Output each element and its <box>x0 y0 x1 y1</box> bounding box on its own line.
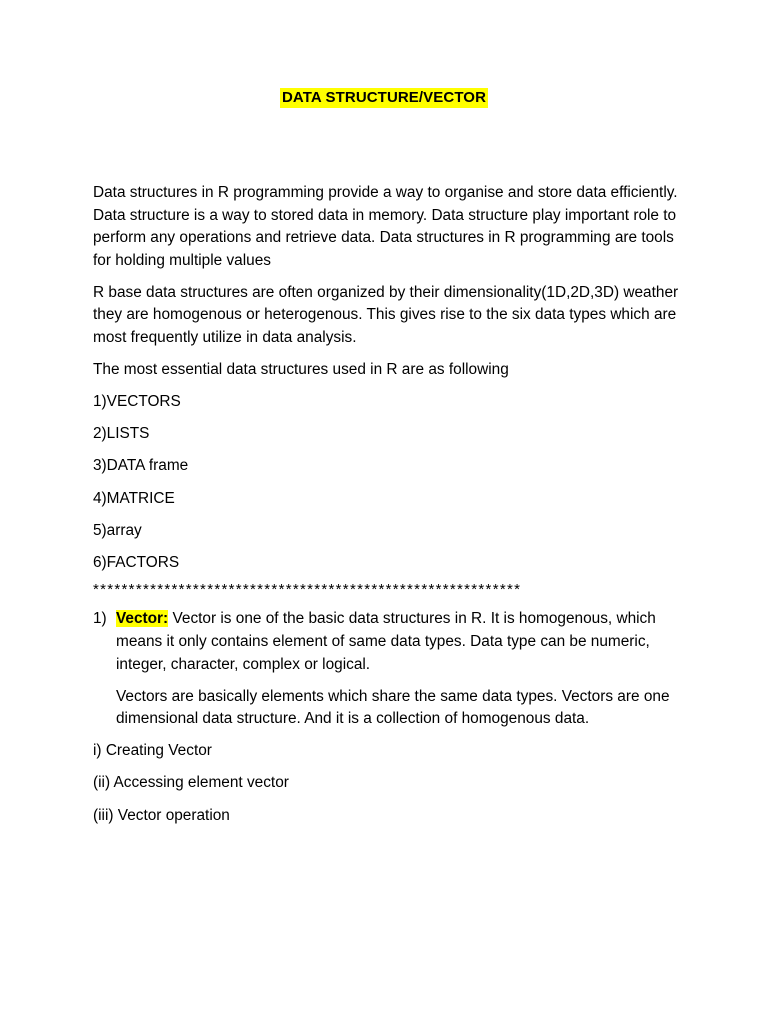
list-intro-paragraph: The most essential data structures used in R are as following <box>93 361 509 379</box>
list-item: 6)FACTORS <box>93 553 180 571</box>
title-container <box>0 88 768 108</box>
vector-section <box>93 608 683 676</box>
list-item: 5)array <box>93 521 142 539</box>
list-item: 2)LISTS <box>93 425 150 443</box>
structure-list <box>93 391 683 574</box>
separator-line: ************************************************************ <box>93 580 522 598</box>
intro-paragraph: Data structures in R programming provide a way to organise and store data efficiently. Data structure is a way to stored data in memory. Data structure play important role to perform any operations and retrieve data. Data structures in R programming are tools for holding multiple values <box>93 184 678 269</box>
list-item: (iii) Vector operation <box>93 806 230 824</box>
dimensionality-paragraph: R base data structures are often organized by their dimensionality(1D,2D,3D) weather they are homogenous or heterogenous. This gives rise to the six data types which are most frequently utilize in data analysis. <box>93 283 679 347</box>
list-item: (ii) Accessing element vector <box>93 774 289 792</box>
vector-description: Vectors are basically elements which share the same data types. Vectors are one dimensional data structure. And it is a collection of homogenous data. <box>116 687 670 728</box>
list-item: 3)DATA frame <box>93 457 189 475</box>
list-item: 1)VECTORS <box>93 393 181 411</box>
list-item: 4)MATRICE <box>93 489 175 507</box>
document-body <box>93 182 683 837</box>
list-item: i) Creating Vector <box>93 742 212 760</box>
section-number: 1) <box>93 610 107 628</box>
vector-definition: Vector is one of the basic data structures in R. It is homogenous, which means it only contains element of same data types. Data type can be numeric, integer, character, complex or logical. <box>116 610 656 673</box>
document-title: DATA STRUCTURE/VECTOR <box>281 89 487 106</box>
topic-list <box>93 740 683 827</box>
vector-term: Vector: <box>116 610 169 628</box>
